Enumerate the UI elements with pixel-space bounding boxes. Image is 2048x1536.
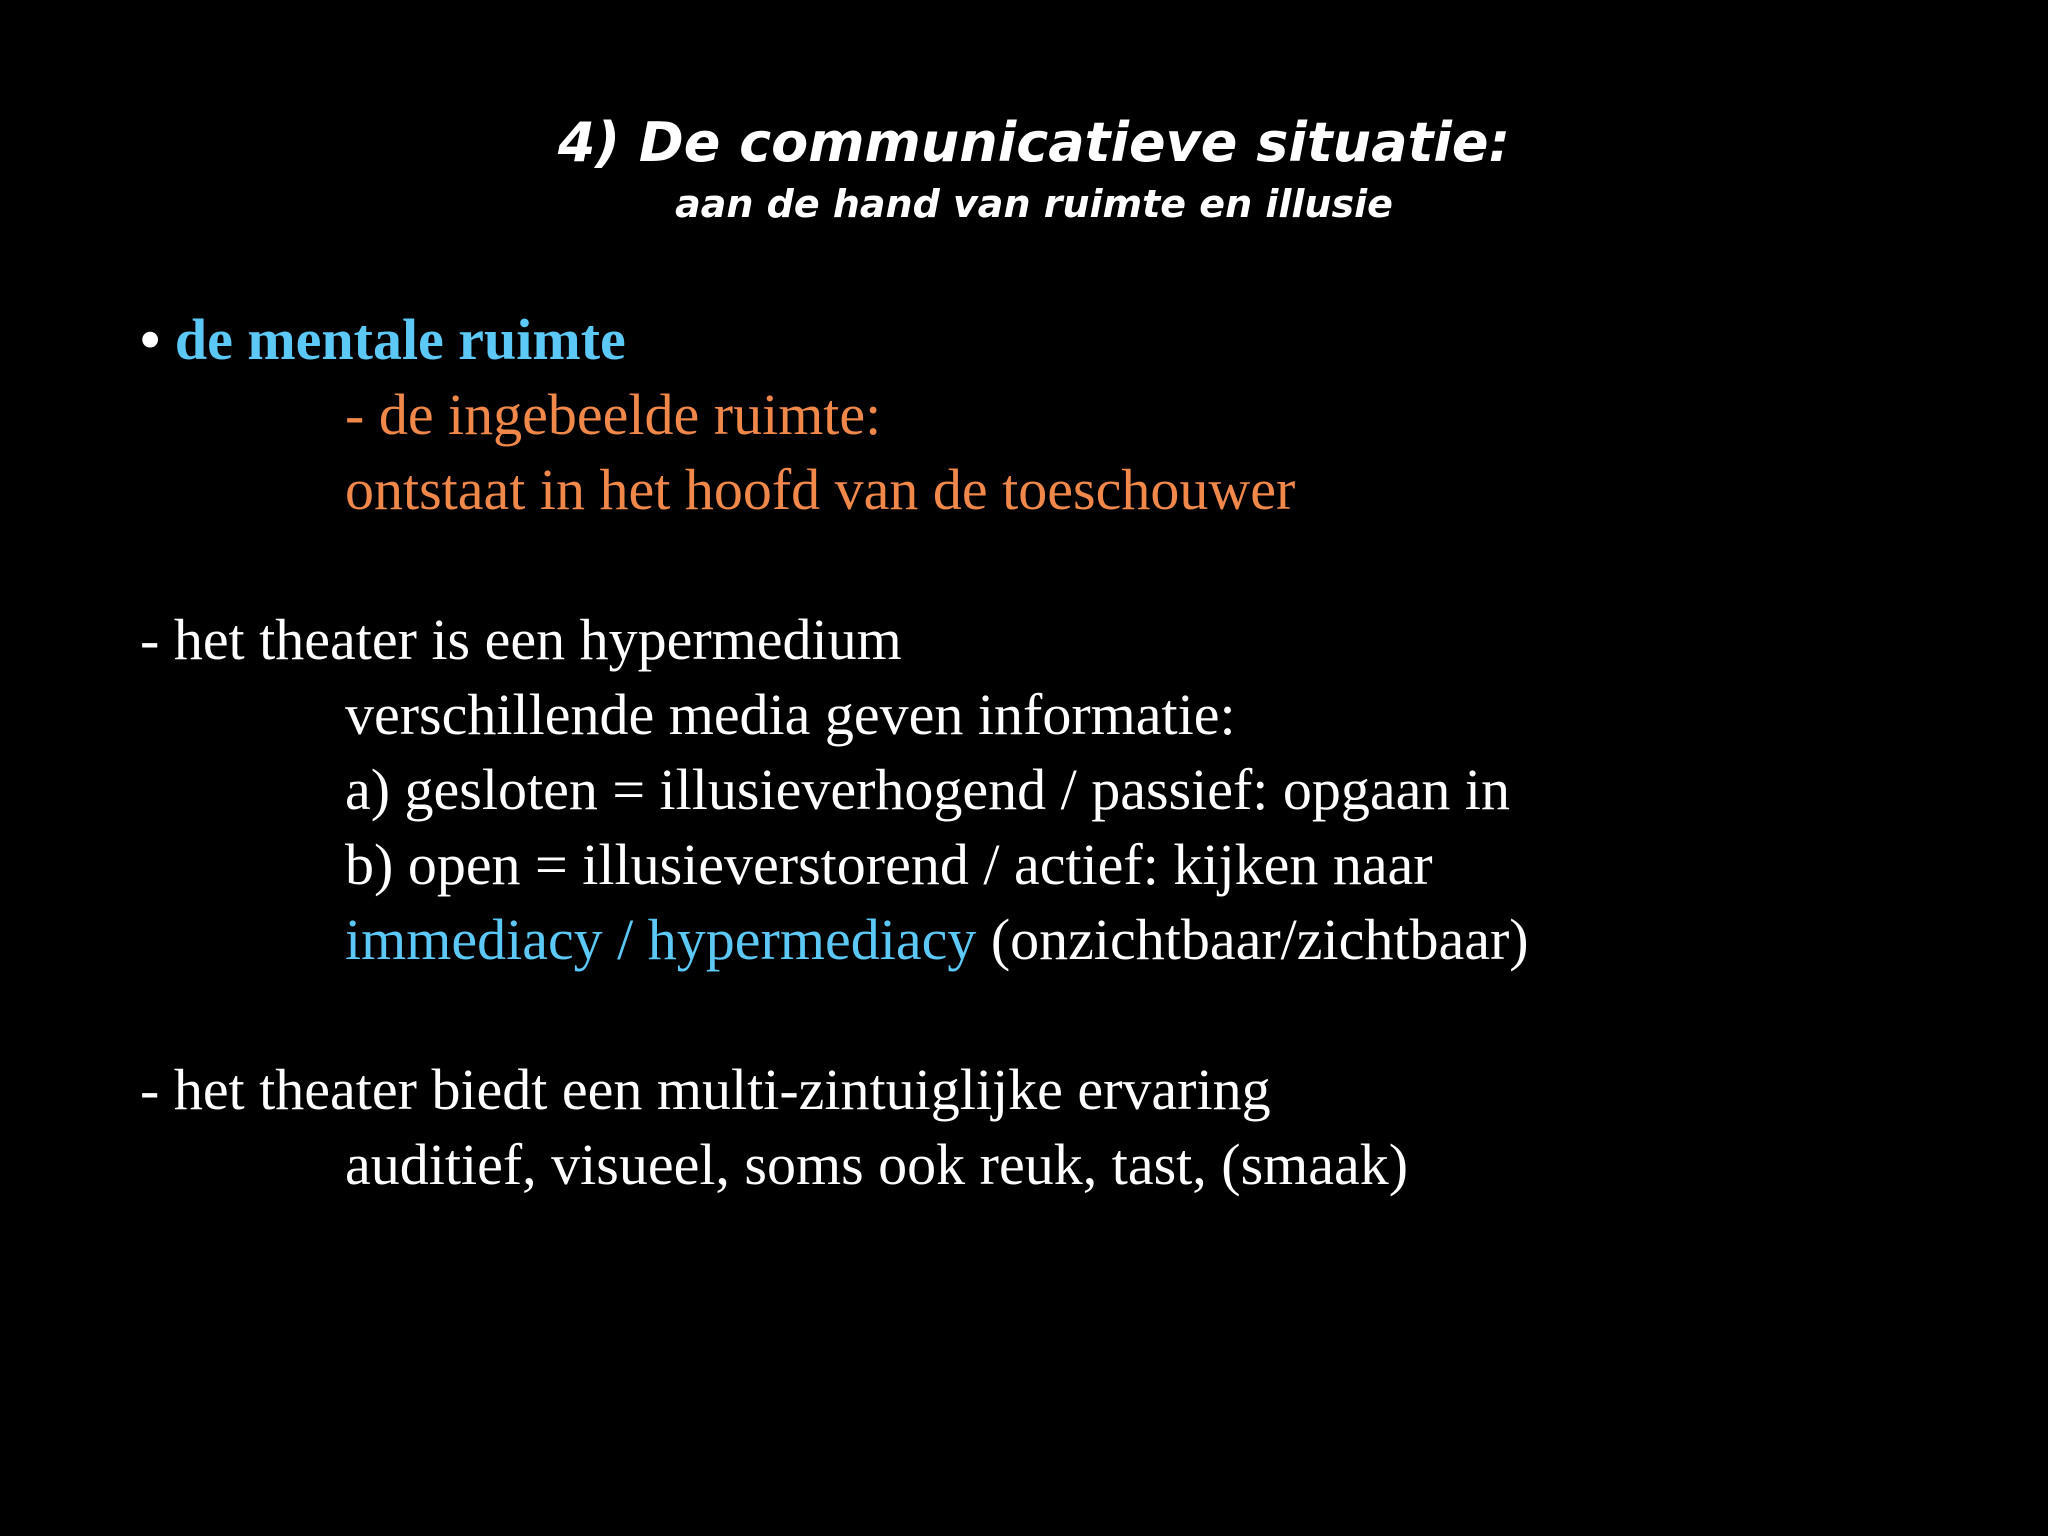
hypermedium-line-4 <box>140 902 2020 977</box>
ingebeelde-ruimte-heading: - de ingebeelde ruimte: <box>345 382 882 447</box>
spacer <box>140 527 2020 602</box>
bullet: • <box>140 307 161 372</box>
multi-zintuiglijk-line-1: auditief, visueel, soms ook reuk, tast, (smaak) <box>345 1132 1409 1197</box>
immediacy-highlight: immediacy / hypermediacy <box>345 907 977 972</box>
mentale-ruimte-label: de mentale ruimte <box>174 307 626 372</box>
hypermedium-line-1: verschillende media geven informatie: <box>345 682 1236 747</box>
hypermedium-heading: - het theater is een hypermedium <box>140 607 902 672</box>
slide-body <box>140 302 2020 1202</box>
spacer <box>140 977 2020 1052</box>
slide-title: 4) De communicatieve situatie: <box>557 111 1511 174</box>
hypermedium-line-3: b) open = illusieverstorend / actief: kijken naar <box>345 832 1433 897</box>
ingebeelde-ruimte-text: ontstaat in het hoofd van de toeschouwer <box>345 457 1296 522</box>
slide-subtitle: aan de hand van ruimte en illusie <box>675 182 1393 226</box>
hypermedium-line-2: a) gesloten = illusieverhogend / passief: opgaan in <box>345 757 1511 822</box>
section-mentale-ruimte-heading <box>140 302 2020 377</box>
multi-zintuiglijk-heading: - het theater biedt een multi-zintuiglijke ervaring <box>140 1057 1271 1122</box>
immediacy-rest: (onzichtbaar/zichtbaar) <box>976 907 1529 972</box>
title-block <box>0 108 2048 230</box>
